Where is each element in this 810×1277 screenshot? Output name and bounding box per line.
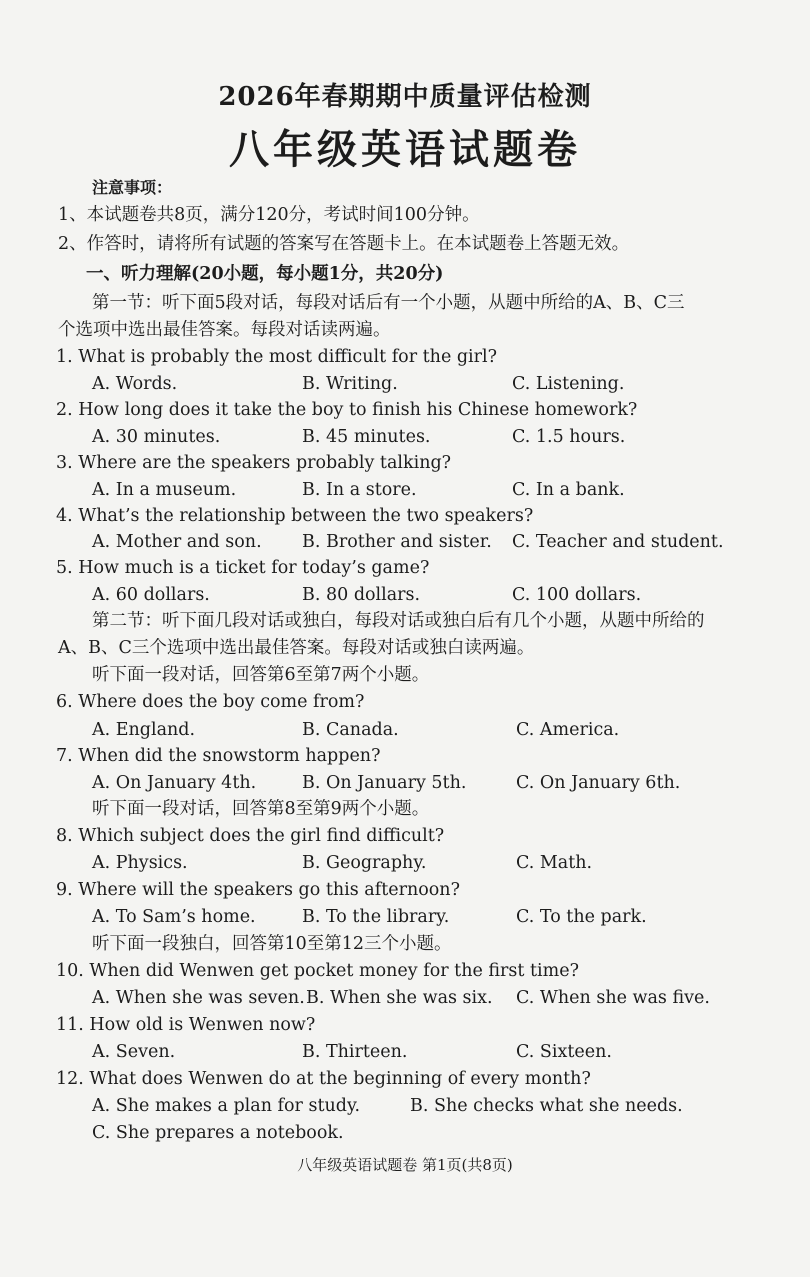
- q3-option-b: B. In a store.: [302, 480, 417, 500]
- question-6: 6. Where does the boy come from?: [56, 692, 365, 712]
- question-5: 5. How much is a ticket for today’s game?: [56, 558, 430, 578]
- question-7: 7. When did the snowstorm happen?: [56, 746, 381, 766]
- q7-option-b: B. On January 5th.: [302, 773, 467, 793]
- listening-instruction-2: 听下面一段对话，回答第8至第9两个小题。: [92, 799, 430, 819]
- q9-option-a: A. To Sam’s home.: [92, 907, 256, 927]
- question-4: 4. What’s the relationship between the two speakers?: [56, 506, 534, 526]
- question-3: 3. Where are the speakers probably talking?: [56, 453, 452, 473]
- q2-option-a: A. 30 minutes.: [92, 427, 221, 447]
- q2-option-b: B. 45 minutes.: [302, 427, 431, 447]
- q8-option-b: B. Geography.: [302, 853, 427, 873]
- q1-option-c: C. Listening.: [512, 374, 625, 394]
- q8-option-c: C. Math.: [516, 853, 593, 873]
- section-heading: 一、听力理解(20小题，每小题1分，共20分): [86, 264, 444, 284]
- q6-option-c: C. America.: [516, 720, 620, 740]
- q3-option-c: C. In a bank.: [512, 480, 625, 500]
- question-8: 8. Which subject does the girl find difficult?: [56, 826, 445, 846]
- listening-instruction-1: 听下面一段对话，回答第6至第7两个小题。: [92, 665, 430, 685]
- exam-title-line1: 2026年春期期中质量评估检测: [218, 82, 592, 112]
- listening-instruction-3: 听下面一段独白，回答第10至第12三个小题。: [92, 934, 452, 954]
- q4-option-c: C. Teacher and student.: [512, 532, 724, 552]
- q7-option-a: A. On January 4th.: [92, 773, 257, 793]
- q10-option-b: B. When she was six.: [306, 988, 493, 1008]
- exam-title-line2: 八年级英语试题卷: [229, 126, 581, 173]
- notice-label: 注意事项：: [92, 178, 173, 197]
- q1-option-a: A. Words.: [92, 374, 178, 394]
- q11-option-c: C. Sixteen.: [516, 1042, 612, 1062]
- question-12: 12. What does Wenwen do at the beginning of every month?: [56, 1069, 591, 1089]
- q11-option-b: B. Thirteen.: [302, 1042, 408, 1062]
- q5-option-a: A. 60 dollars.: [92, 585, 210, 605]
- q4-option-a: A. Mother and son.: [92, 532, 262, 552]
- q12-option-b: B. She checks what she needs.: [410, 1096, 683, 1116]
- q12-option-c: C. She prepares a notebook.: [92, 1123, 344, 1143]
- part1-intro-line1: 第一节：听下面5段对话，每段对话后有一个小题，从题中所给的A、B、C三: [92, 293, 685, 313]
- notice-item-1: 1、本试题卷共8页，满分120分，考试时间100分钟。: [58, 205, 480, 225]
- q12-option-a: A. She makes a plan for study.: [92, 1096, 361, 1116]
- q1-option-b: B. Writing.: [302, 374, 398, 394]
- q2-option-c: C. 1.5 hours.: [512, 427, 626, 447]
- question-11: 11. How old is Wenwen now?: [56, 1015, 316, 1035]
- q5-option-b: B. 80 dollars.: [302, 585, 421, 605]
- q8-option-a: A. Physics.: [92, 853, 188, 873]
- q3-option-a: A. In a museum.: [92, 480, 237, 500]
- q10-option-a: A. When she was seven.: [92, 988, 305, 1008]
- question-1: 1. What is probably the most difficult for the girl?: [56, 347, 498, 367]
- q4-option-b: B. Brother and sister.: [302, 532, 492, 552]
- q5-option-c: C. 100 dollars.: [512, 585, 642, 605]
- question-2: 2. How long does it take the boy to finish his Chinese homework?: [56, 400, 638, 420]
- q10-option-c: C. When she was five.: [516, 988, 710, 1008]
- question-9: 9. Where will the speakers go this afternoon?: [56, 880, 460, 900]
- part1-intro-line2: 个选项中选出最佳答案。每段对话读两遍。: [58, 320, 391, 340]
- q6-option-b: B. Canada.: [302, 720, 399, 740]
- q6-option-a: A. England.: [92, 720, 196, 740]
- q11-option-a: A. Seven.: [92, 1042, 176, 1062]
- q7-option-c: C. On January 6th.: [516, 773, 681, 793]
- q9-option-b: B. To the library.: [302, 907, 450, 927]
- part2-intro-line1: 第二节：听下面几段对话或独白，每段对话或独白后有几个小题，从题中所给的: [92, 611, 705, 631]
- page-footer: 八年级英语试题卷 第1页(共8页): [297, 1156, 513, 1174]
- q9-option-c: C. To the park.: [516, 907, 647, 927]
- question-10: 10. When did Wenwen get pocket money for the first time?: [56, 961, 579, 981]
- notice-item-2: 2、作答时，请将所有试题的答案写在答题卡上。在本试题卷上答题无效。: [58, 234, 630, 254]
- part2-intro-line2: A、B、C三个选项中选出最佳答案。每段对话或独白读两遍。: [58, 638, 535, 658]
